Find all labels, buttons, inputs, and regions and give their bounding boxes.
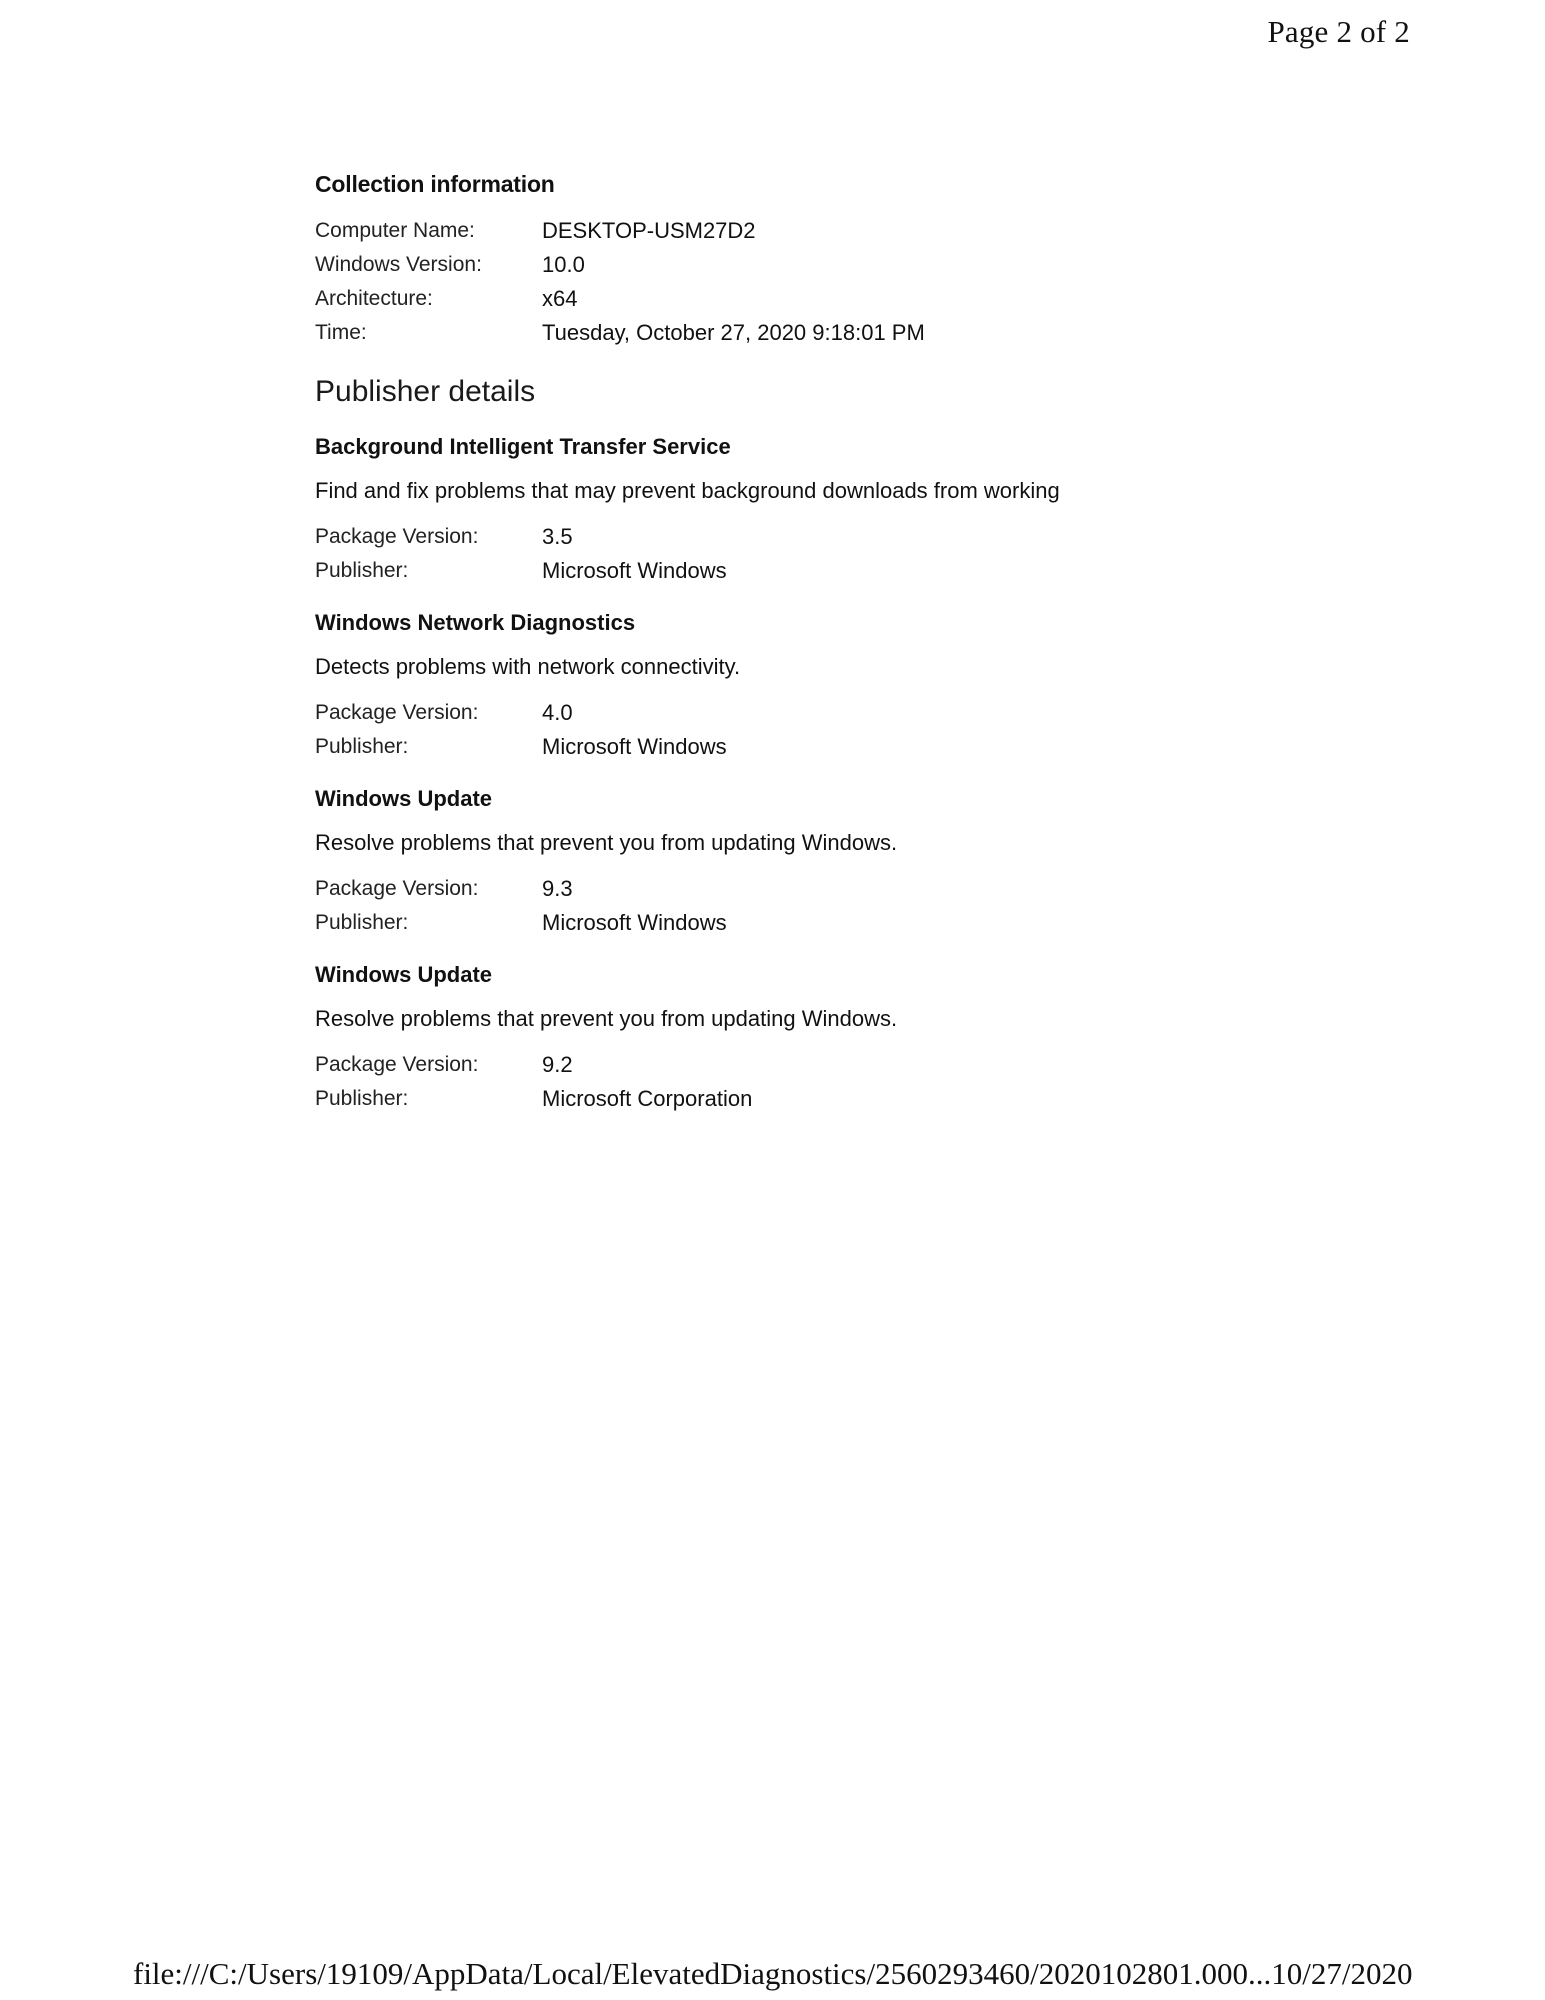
publisher-item-description: Find and fix problems that may prevent background downloads from working bbox=[315, 478, 1060, 503]
publisher-item-name: Windows Network Diagnostics bbox=[315, 610, 636, 635]
publisher-item-details bbox=[315, 1048, 1315, 1116]
package-version-value: 4.0 bbox=[542, 700, 573, 725]
publisher-label: Publisher: bbox=[315, 911, 409, 934]
publisher-item-description: Resolve problems that prevent you from updating Windows. bbox=[315, 830, 898, 855]
package-version-row bbox=[315, 520, 1315, 554]
publisher-details-heading: Publisher details bbox=[315, 375, 536, 408]
publisher-item-details bbox=[315, 872, 1315, 940]
print-footer bbox=[133, 1956, 1413, 1992]
time-label: Time: bbox=[315, 321, 367, 344]
publisher-item bbox=[315, 430, 1315, 588]
publisher-value: Microsoft Windows bbox=[542, 910, 727, 935]
footer-date: 10/27/2020 bbox=[1271, 1956, 1413, 1991]
time-row bbox=[315, 316, 1315, 350]
publisher-item-details bbox=[315, 520, 1315, 588]
publisher-item bbox=[315, 958, 1315, 1116]
collection-info-title: Collection information bbox=[315, 171, 555, 197]
package-version-value: 3.5 bbox=[542, 524, 573, 549]
publisher-item bbox=[315, 606, 1315, 764]
publisher-value: Microsoft Corporation bbox=[542, 1086, 753, 1111]
package-version-row bbox=[315, 696, 1315, 730]
windows-version-row bbox=[315, 248, 1315, 282]
publisher-item-name: Windows Update bbox=[315, 786, 493, 811]
publisher-item-details bbox=[315, 696, 1315, 764]
computer-name-value: DESKTOP-USM27D2 bbox=[542, 218, 756, 243]
package-version-value: 9.3 bbox=[542, 876, 573, 901]
publisher-label: Publisher: bbox=[315, 559, 409, 582]
package-version-label: Package Version: bbox=[315, 701, 479, 724]
publisher-label: Publisher: bbox=[315, 735, 409, 758]
package-version-label: Package Version: bbox=[315, 525, 479, 548]
publisher-value: Microsoft Windows bbox=[542, 558, 727, 583]
publisher-row bbox=[315, 906, 1315, 940]
package-version-label: Package Version: bbox=[315, 1053, 479, 1076]
package-version-row bbox=[315, 1048, 1315, 1082]
time-value: Tuesday, October 27, 2020 9:18:01 PM bbox=[542, 320, 925, 345]
page-number: Page 2 of 2 bbox=[1267, 14, 1410, 49]
package-version-row bbox=[315, 872, 1315, 906]
publisher-item-description: Resolve problems that prevent you from updating Windows. bbox=[315, 1006, 898, 1031]
publisher-value: Microsoft Windows bbox=[542, 734, 727, 759]
publisher-row bbox=[315, 554, 1315, 588]
package-version-label: Package Version: bbox=[315, 877, 479, 900]
report-content bbox=[315, 168, 1315, 1134]
publisher-row bbox=[315, 1082, 1315, 1116]
architecture-label: Architecture: bbox=[315, 287, 433, 310]
windows-version-value: 10.0 bbox=[542, 252, 585, 277]
architecture-row bbox=[315, 282, 1315, 316]
computer-name-row bbox=[315, 214, 1315, 248]
publisher-list bbox=[315, 430, 1315, 1116]
windows-version-label: Windows Version: bbox=[315, 253, 482, 276]
publisher-label: Publisher: bbox=[315, 1087, 409, 1110]
computer-name-label: Computer Name: bbox=[315, 219, 475, 242]
package-version-value: 9.2 bbox=[542, 1052, 573, 1077]
publisher-item-name: Windows Update bbox=[315, 962, 493, 987]
publisher-item-description: Detects problems with network connectivity. bbox=[315, 654, 741, 679]
publisher-item bbox=[315, 782, 1315, 940]
footer-url: file:///C:/Users/19109/AppData/Local/ElevatedDiagnostics/2560293460/2020102801.000... bbox=[133, 1956, 1272, 1991]
collection-info-table bbox=[315, 214, 1315, 350]
publisher-item-name: Background Intelligent Transfer Service bbox=[315, 434, 731, 459]
publisher-row bbox=[315, 730, 1315, 764]
architecture-value: x64 bbox=[542, 286, 578, 311]
